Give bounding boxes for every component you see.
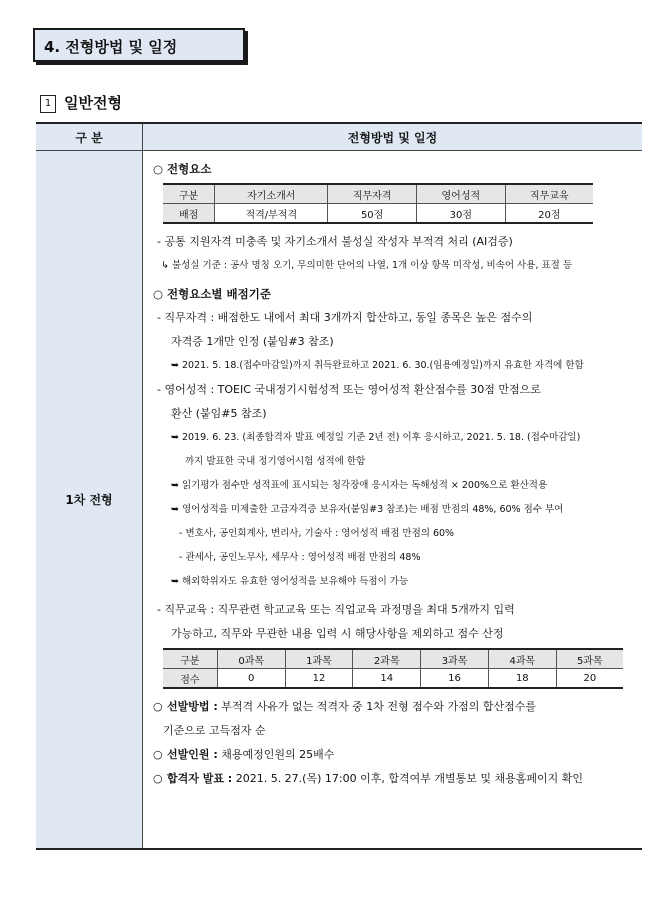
- elements-td: 30점: [416, 204, 505, 224]
- circle-bullet-icon: ○: [153, 162, 164, 176]
- eng-note4: ➥ 해외학위자도 유효한 영어성적을 보유해야 득점이 가능: [171, 576, 409, 587]
- circle-bullet-icon: ○: [153, 700, 163, 713]
- edu-th: 1과목: [285, 649, 353, 669]
- elements-note2: ↳ 불성실 기준 : 공사 명칭 오기, 무의미한 단어의 나열, 1개 이상 항목 미작성, 비속어 사용, 표절 등: [161, 260, 572, 271]
- criteria-heading: [153, 282, 634, 306]
- criteria-heading-text: 전형요소별 배점기준: [167, 287, 271, 301]
- header-category: 구 분: [36, 123, 143, 151]
- sub-title-text: 일반전형: [64, 94, 122, 112]
- edu-td: 점수: [163, 669, 217, 689]
- elements-th: 구분: [163, 184, 215, 204]
- edu-td: 20: [556, 669, 623, 689]
- selection-text2: 기준으로 고득점자 순: [163, 724, 266, 737]
- first-round-content: [143, 151, 643, 849]
- sub-title: [40, 92, 122, 113]
- edu-th: 5과목: [556, 649, 623, 669]
- announce-text: 2021. 5. 27.(목) 17:00 이후, 합격여부 개별통보 및 채용홈페이지 확인: [235, 772, 583, 785]
- eng-note2: ➥ 읽기평가 점수만 성적표에 표시되는 청각장애 응시자는 독해성적 × 200%으로 환산적용: [171, 480, 548, 491]
- circle-bullet-icon: ○: [153, 287, 164, 301]
- eng-line2: 환산 (붙임#5 참조): [171, 407, 267, 420]
- edu-th: 구분: [163, 649, 217, 669]
- circle-bullet-icon: ○: [153, 748, 163, 761]
- elements-td: 배점: [163, 204, 215, 224]
- edu-th: 3과목: [421, 649, 489, 669]
- announcement: [153, 767, 634, 791]
- count-label: 선발인원 :: [167, 748, 218, 761]
- eng-note3b: - 관세사, 공인노무사, 세무사 : 영어성적 배점 만점의 48%: [179, 552, 421, 563]
- edu-td: 18: [488, 669, 556, 689]
- elements-td: 20점: [505, 204, 593, 224]
- edu-td: 14: [353, 669, 421, 689]
- elements-heading-text: 전형요소: [167, 162, 212, 176]
- eng-note3: ➥ 영어성적을 미제출한 고급자격증 보유자(붙임#3 참조)는 배점 만점의 48%, 60% 점수 부여: [171, 504, 564, 515]
- row-label-first-round: 1차 전형: [36, 151, 143, 849]
- edu-th: 4과목: [488, 649, 556, 669]
- elements-heading: [153, 157, 634, 181]
- edu-td: 16: [421, 669, 489, 689]
- elements-th: 직무자격: [328, 184, 417, 204]
- edu-th: 2과목: [353, 649, 421, 669]
- selection-label: 선발방법 :: [167, 700, 218, 713]
- header-method: 전형방법 및 일정: [143, 123, 643, 151]
- eng-note3a: - 변호사, 공인회계사, 변리사, 기술사 : 영어성적 배점 만점의 60%: [179, 528, 455, 539]
- elements-th: 자기소개서: [215, 184, 328, 204]
- qual-line1: - 직무자격 : 배점한도 내에서 최대 3개까지 합산하고, 동일 종목은 높은 점수의: [157, 311, 533, 324]
- edu-line1: - 직무교육 : 직무관련 학교교육 또는 직업교육 과정명을 최대 5개까지 입력: [157, 603, 515, 616]
- elements-th: 영어성적: [416, 184, 505, 204]
- qual-note: ➥ 2021. 5. 18.(접수마감일)까지 취득완료하고 2021. 6. 30.(임용예정일)까지 유효한 자격에 한함: [171, 360, 584, 371]
- eng-note1a: ➥ 2019. 6. 23. (최종합격자 발표 예정일 기준 2년 전) 이후 응시하고, 2021. 5. 18. (접수마감일): [171, 432, 581, 443]
- selection-method: [153, 695, 634, 719]
- section-title: 4. 전형방법 및 일정: [33, 28, 245, 62]
- edu-line2: 가능하고, 직무와 무관한 내용 입력 시 해당사항을 제외하고 점수 산정: [171, 627, 504, 640]
- edu-td: 0: [217, 669, 285, 689]
- eng-note1b: 까지 발표한 국내 정기영어시험 성적에 한함: [185, 456, 366, 467]
- circle-bullet-icon: ○: [153, 772, 163, 785]
- elements-table: [163, 183, 593, 224]
- elements-note1: - 공통 지원자격 미충족 및 자기소개서 불성실 작성자 부적격 처리 (AI검증): [157, 235, 513, 248]
- selection-count: [153, 743, 634, 767]
- elements-td: 50점: [328, 204, 417, 224]
- edu-th: 0과목: [217, 649, 285, 669]
- elements-th: 직무교육: [505, 184, 593, 204]
- edu-td: 12: [285, 669, 353, 689]
- announce-label: 합격자 발표 :: [167, 772, 233, 785]
- selection-text1: 부적격 사유가 없는 적격자 중 1차 전형 점수와 가점의 합산점수를: [221, 700, 536, 713]
- qual-line2: 자격증 1개만 인정 (붙임#3 참조): [171, 335, 334, 348]
- count-text: 채용예정인원의 25배수: [221, 748, 335, 761]
- schedule-table: [36, 122, 642, 850]
- eng-line1: - 영어성적 : TOEIC 국내정기시험성적 또는 영어성적 환산점수를 30점 만점으로: [157, 383, 541, 396]
- elements-td: 적격/부적격: [215, 204, 328, 224]
- sub-title-number: 1: [40, 95, 56, 113]
- edu-table: [163, 648, 623, 689]
